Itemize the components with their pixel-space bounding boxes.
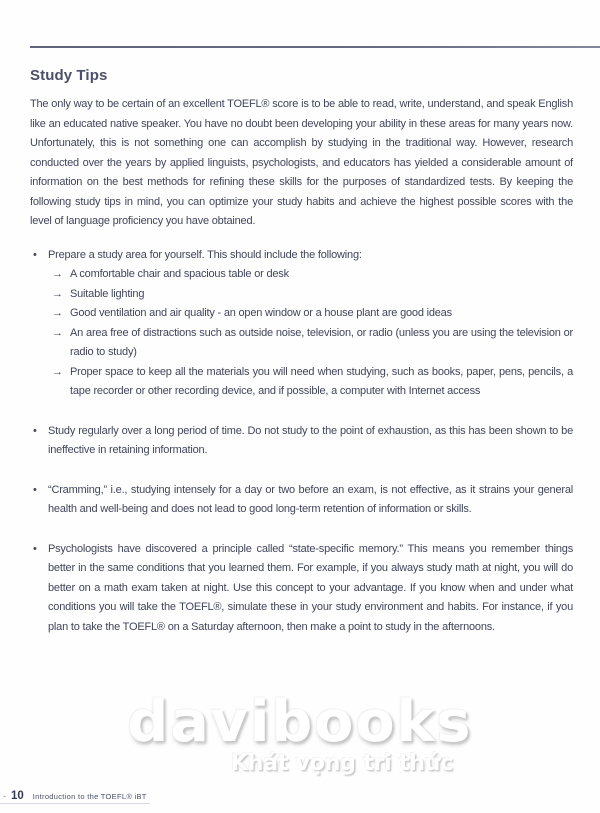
tip-item: [30, 481, 573, 520]
tip-sub-text: An area free of distractions such as outside noise, television, or radio (unless you are using the television or radio to study): [70, 326, 573, 358]
tip-text: Prepare a study area for yourself. This should include the following:: [48, 248, 362, 261]
bullet-icon: •: [33, 483, 37, 496]
watermark: [0, 689, 600, 776]
arrow-icon: →: [52, 287, 63, 300]
study-tips-list: [30, 246, 573, 638]
tip-sub-item: [52, 324, 573, 363]
tip-sub-item: [52, 285, 573, 305]
tip-text: “Cramming,” i.e., studying intensely for a day or two before an exam, is not effective, as it strains your general health and well-being and does not lead to good long-term retention of information or skills.: [48, 483, 573, 515]
arrow-icon: →: [52, 365, 63, 378]
footer-dash: -: [3, 791, 6, 801]
intro-paragraph: The only way to be certain of an excellent TOEFL® score is to be able to read, write, understand, and speak English like an educated native speaker. You have no doubt been developing your ability in these areas for many years now. Unfortunately, this is not something one can accomplish by studying in the traditional way. However, research conducted over the years by applied linguists, psychologists, and educators has yielded a considerable amount of information on the best methods for refining these skills for the purposes of standardized tests. By keeping the following study tips in mind, you can optimize your study habits and achieve the highest possible scores with the level of language proficiency you have obtained.: [30, 98, 573, 227]
bullet-icon: •: [33, 542, 37, 555]
tip-item: [30, 422, 573, 461]
tip-sub-item: [52, 304, 573, 324]
tip-item: [30, 246, 573, 402]
tip-text: Study regularly over a long period of time. Do not study to the point of exhaustion, as this has been shown to be ineffective in retaining information.: [48, 424, 573, 456]
page-content: [30, 0, 573, 657]
watermark-title: davibooks: [127, 689, 473, 755]
tip-item: [30, 540, 573, 638]
tip-body: [48, 246, 573, 402]
arrow-icon: →: [52, 268, 63, 280]
bullet-icon: •: [33, 248, 37, 261]
bullet-icon: •: [33, 424, 37, 437]
tip-sub-text: Suitable lighting: [70, 287, 145, 300]
scan-edge-artifact: [0, 803, 150, 804]
footer-book-title: Introduction to the TOEFL® iBT: [32, 792, 147, 801]
tip-body: [48, 422, 573, 461]
watermark-subtitle: Khát vọng tri thức: [230, 751, 454, 776]
tip-sub-text: Proper space to keep all the materials you will need when studying, such as books, paper, pens, pencils, a tape recorder or other recording device, and if possible, a computer with Internet access: [70, 365, 573, 397]
tip-body: [48, 540, 573, 638]
arrow-icon: →: [52, 326, 63, 339]
page-number: 10: [11, 790, 24, 802]
tip-body: [48, 481, 573, 520]
tip-sub-item: [52, 363, 573, 402]
tip-sub-text: Good ventilation and air quality - an open window or a house plant are good ideas: [70, 307, 452, 319]
tip-text: Psychologists have discovered a principle called “state-specific memory.” This means you remember things better in the same conditions that you learned them. For example, if you always study math at night, you will do better on a math exam taken at night. Use this concept to your advantage. If you know when and under what conditions you will take the TOEFL®, simulate these in your study environment and habits. For instance, if you plan to take the TOEFL® on a Saturday afternoon, then make a point to study in the afternoons.: [48, 542, 573, 633]
tip-sub-item: [52, 265, 573, 285]
page-title: Study Tips: [30, 67, 108, 84]
arrow-icon: →: [52, 307, 63, 319]
tip-sub-text: A comfortable chair and spacious table or desk: [70, 268, 289, 280]
